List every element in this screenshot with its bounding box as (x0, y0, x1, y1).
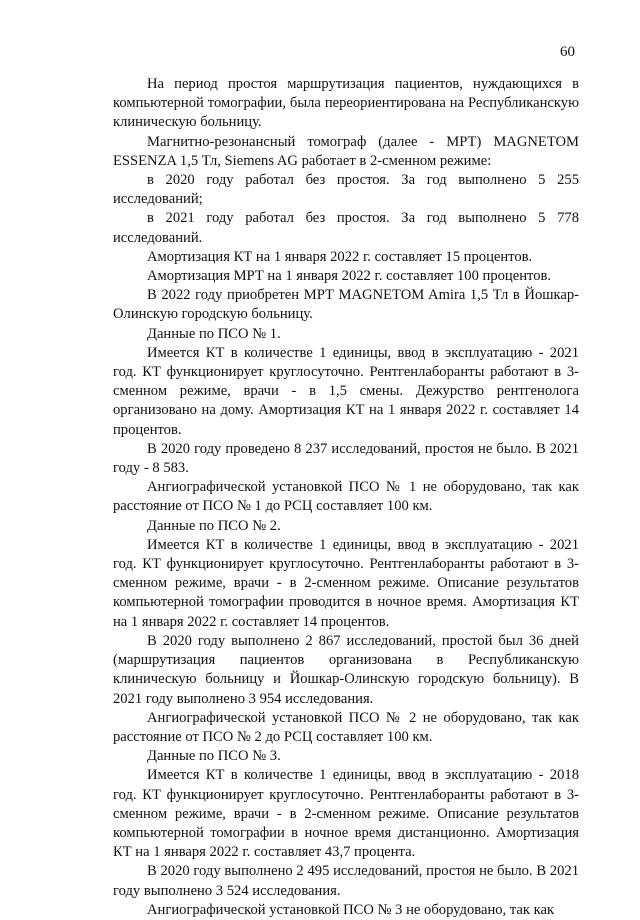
paragraph: Ангиографической установкой ПСО № 1 не оборудовано, так как расстояние от ПСО № 1 до РСЦ составляет 100 км. (113, 479, 579, 515)
page-number: 60 (560, 44, 575, 60)
paragraph: Имеется КТ в количестве 1 единицы, ввод в эксплуатацию - 2018 год. КТ функционирует круглосуточно. Рентгенлаборанты работают в 3-сменном режиме, врачи - в 2-сменном режиме. Описание результатов компьютерной томографии в ночное время дистанционно. Амортизация КТ на 1 января 2022 г. составляет 43,7 процента. (113, 767, 579, 861)
paragraph: Магнитно-резонансный томограф (далее - МРТ) MAGNETOM ESSENZA 1,5 Тл, Siemens AG работает в 2-сменном режиме: (113, 133, 579, 169)
paragraph: Ангиографической установкой ПСО № 2 не оборудовано, так как расстояние от ПСО № 2 до РСЦ составляет 100 км. (113, 709, 579, 745)
paragraph: На период простоя маршрутизация пациентов, нуждающихся в компьютерной томографии, была переориентирована на Республиканскую клиническую больницу. (113, 76, 579, 131)
paragraph: в 2020 году работал без простоя. За год выполнено 5 255 исследований; (113, 172, 579, 208)
section-heading: Данные по ПСО № 3. (147, 748, 281, 765)
section-heading: Данные по ПСО № 1. (147, 325, 281, 342)
paragraph: Ангиографической установкой ПСО № 3 не оборудовано, так как (147, 901, 555, 918)
paragraph: в 2021 году работал без простоя. За год выполнено 5 778 исследований. (113, 210, 579, 246)
paragraph: В 2020 году проведено 8 237 исследований, простоя не было. В 2021 году - 8 583. (113, 440, 579, 477)
paragraph: Амортизация КТ на 1 января 2022 г. составляет 15 процентов. (147, 248, 533, 265)
document-body (113, 75, 579, 920)
paragraph: В 2022 году приобретен МРТ MAGNETOM Amira 1,5 Тл в Йошкар-Олинскую городскую больницу. (113, 287, 579, 323)
paragraph: В 2020 году выполнено 2 867 исследований, простой был 36 дней (маршрутизация пациентов организована в Республиканскую клиническую больницу и Йошкар-Олинскую городскую больницу). В 2021 году выполнено 3 954 исследования. (113, 632, 579, 707)
paragraph: Имеется КТ в количестве 1 единицы, ввод в эксплуатацию - 2021 год. КТ функционирует круглосуточно. Рентгенлаборанты работают в 3-сменном режиме, врачи - в 1,5 смены. Дежурство рентгенолога организовано на дому. Амортизация КТ на 1 января 2022 г. составляет 14 процентов. (113, 344, 579, 438)
paragraph: В 2020 году выполнено 2 495 исследований, простоя не было. В 2021 году выполнено 3 524 исследования. (113, 863, 579, 899)
paragraph: Амортизация МРТ на 1 января 2022 г. составляет 100 процентов. (147, 268, 552, 285)
paragraph: Имеется КТ в количестве 1 единицы, ввод в эксплуатацию - 2021 год. КТ функционирует круглосуточно. Рентгенлаборанты работают в 3-сменном режиме, врачи - в 2-сменном режиме. Описание результатов компьютерной томографии проводится в ночное время. Амортизация КТ на 1 января 2022 г. составляет 14 процентов. (113, 536, 579, 630)
section-heading: Данные по ПСО № 2. (147, 517, 281, 534)
